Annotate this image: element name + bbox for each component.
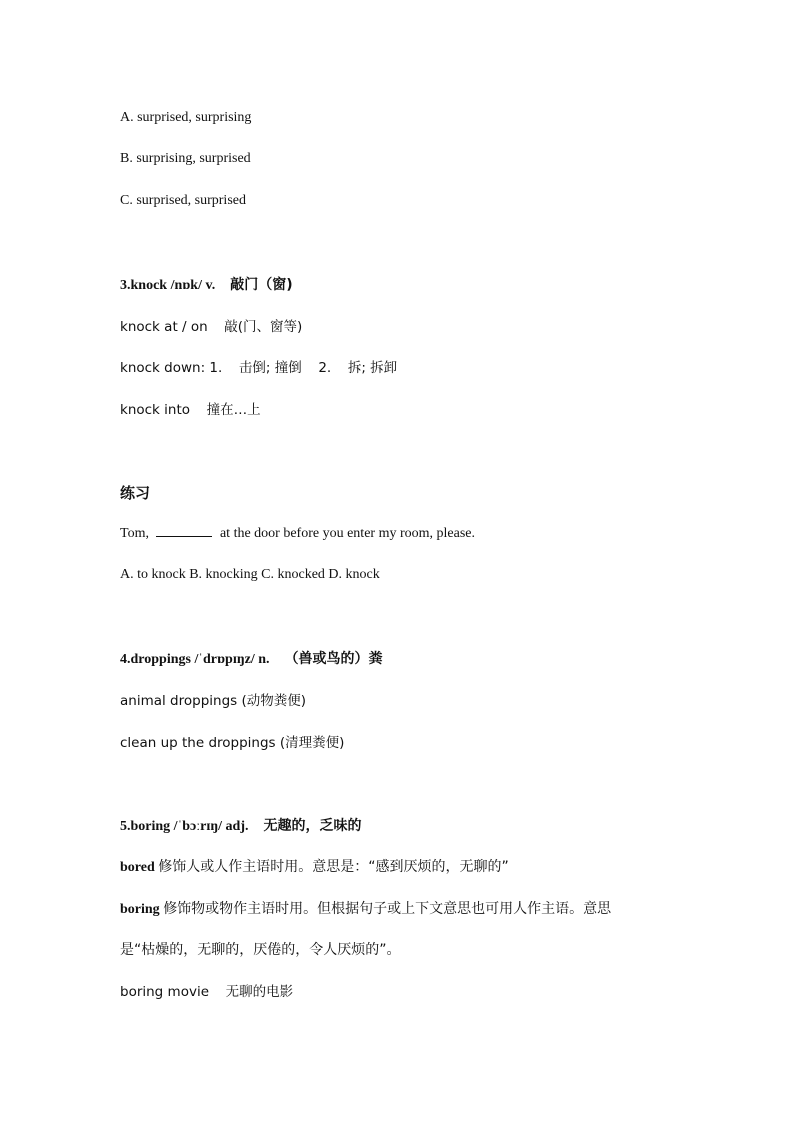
entry3-usage2-en: knock down: 1. (120, 360, 223, 376)
option-c-text: C. surprised, surprised (120, 193, 246, 208)
entry5-bored-text: 修饰人或人作主语时用。意思是：“感到厌烦的，无聊的” (158, 859, 509, 875)
answer-blank (156, 524, 212, 537)
entry5-boring-note-cont (120, 940, 401, 961)
entry5-example-cn: 无聊的电影 (225, 984, 294, 1000)
entry5-bored-word: bored (120, 860, 155, 875)
entry3-usage3-cn: 撞在…上 (206, 402, 261, 418)
entry4-usage1-cn: (动物粪便) (241, 693, 307, 709)
option-a (120, 108, 251, 128)
entry3-headword: 3.knock /nɒk/ v. (120, 278, 216, 293)
practice-question-after: at the door before you enter my room, please. (219, 526, 475, 541)
entry5-example-en: boring movie (120, 984, 210, 1000)
entry5-boring-text2: 是“枯燥的，无聊的，厌倦的，令人厌烦的”。 (120, 942, 401, 958)
entry4-usage1 (120, 691, 306, 711)
entry5-boring-note (120, 899, 611, 920)
practice-question-before: Tom, (120, 526, 149, 541)
entry4-headword: 4.droppings /ˈdrɒpɪŋz/ n. (120, 652, 270, 667)
entry3-usage1-cn: 敲(门、窗等) (224, 319, 303, 335)
option-c (120, 191, 246, 211)
entry3-heading (120, 275, 293, 296)
entry5-example (120, 982, 293, 1002)
entry3-usage2-cn1: 击倒; 撞倒 (238, 360, 302, 376)
entry4-usage1-en: animal droppings (120, 693, 238, 709)
entry4-usage2-en: clean up the droppings (120, 735, 276, 751)
entry3-usage1-en: knock at / on (120, 319, 208, 335)
entry3-usage3-en: knock into (120, 402, 191, 418)
entry3-usage1 (120, 317, 302, 337)
practice-question (120, 524, 475, 544)
entry3-meaning: 敲门（窗) (230, 277, 293, 293)
entry4-heading (120, 649, 383, 670)
practice-title: 练习 (120, 484, 151, 502)
option-b-text: B. surprising, surprised (120, 151, 251, 166)
entry5-meaning: 无趣的，乏味的 (263, 818, 362, 834)
entry4-meaning: （兽或鸟的）粪 (284, 651, 383, 667)
option-b (120, 149, 251, 169)
entry5-boring-word: boring (120, 902, 160, 917)
entry3-usage3 (120, 400, 261, 420)
entry5-bored-note (120, 857, 509, 878)
entry4-usage2-cn: (清理粪便) (279, 735, 345, 751)
entry5-heading (120, 816, 361, 837)
entry5-headword: 5.boring /ˈbɔːrɪŋ/ adj. (120, 819, 249, 834)
entry3-usage2 (120, 358, 397, 378)
entry4-usage2 (120, 733, 344, 753)
entry5-boring-text: 修饰物或物作主语时用。但根据句子或上下文意思也可用人作主语。意思 (163, 901, 612, 917)
practice-options (120, 565, 380, 585)
entry3-usage2-num2: 2. (318, 360, 332, 376)
practice-options-text: A. to knock B. knocking C. knocked D. knock (120, 567, 380, 582)
option-a-text: A. surprised, surprising (120, 110, 252, 125)
entry3-usage2-cn2: 拆; 拆卸 (347, 360, 398, 376)
